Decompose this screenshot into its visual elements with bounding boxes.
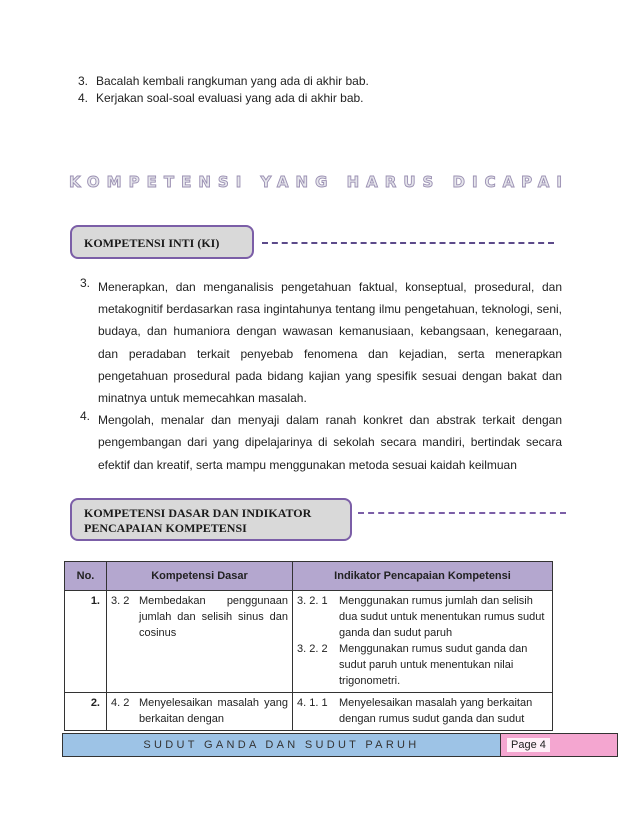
column-header-no: No. (65, 562, 107, 591)
list-item (80, 276, 562, 409)
table-header-row (65, 562, 553, 591)
item-number: 4. (78, 91, 89, 105)
kd-code: 3. 2 (111, 595, 130, 607)
ki-heading: KOMPETENSI INTI (KI) (84, 236, 220, 250)
indicator-cell (293, 591, 553, 693)
item-number: 3. (78, 74, 89, 88)
indicator-text: Menggunakan rumus jumlah dan selisih dua sudut untuk menentukan rumus sudut ganda dan sudut paruh (339, 595, 545, 639)
kd-code: 4. 2 (111, 697, 130, 709)
list-item (78, 73, 369, 90)
kd-cell (107, 591, 293, 693)
table-row (65, 591, 553, 693)
dashed-divider (262, 242, 554, 244)
footer-title: SUDUT GANDA DAN SUDUT PARUH (63, 734, 501, 756)
kd-text: Menyelesaikan masalah yang berkaitan dengan (139, 697, 288, 725)
footer-page-box (501, 734, 617, 756)
row-number: 1. (65, 591, 107, 693)
indicator-text: Menggunakan rumus sudut ganda dan sudut paruh untuk menentukan nilai trigonometri. (339, 643, 528, 687)
column-header-indicator: Indikator Pencapaian Kompetensi (293, 562, 553, 591)
item-text: Kerjakan soal-soal evaluasi yang ada di akhir bab. (96, 91, 364, 105)
kd-heading-box (70, 498, 352, 541)
page-footer (62, 733, 618, 757)
indicator-text: Menyelesaikan masalah yang berkaitan dengan rumus sudut ganda dan sudut (339, 697, 533, 725)
table-row (65, 693, 553, 731)
row-number: 2. (65, 693, 107, 731)
list-item (80, 409, 562, 476)
ki-heading-box (70, 225, 254, 259)
item-text: Mengolah, menalar dan menyaji dalam ranah konkret dan abstrak terkait dengan pengembangan dari yang dipelajarinya di sekolah secara mandiri, bertindak secara efektif dan kreatif, serta mampu menggunakan metoda sesuai kaidah keilmuan (98, 413, 562, 472)
ki-list (80, 276, 562, 476)
kd-heading-line2: PENCAPAIAN KOMPETENSI (84, 521, 247, 535)
item-number: 3. (80, 276, 91, 290)
item-text: Menerapkan, dan menganalisis pengetahuan faktual, konseptual, prosedural, dan metakognitif berdasarkan rasa ingintahunya tentang ilmu pengetahuan, teknologi, seni, budaya, dan humaniora dengan wawasan kemanusiaan, kebangsaan, kenegaraan, dan peradaban terkait penyebab fenomena dan kejadian, serta menerapkan pengetahuan prosedural pada bidang kajian yang spesifik sesuai dengan bakat dan minatnya untuk memecahkan masalah. (98, 280, 562, 406)
indicator-code: 3. 2. 1 (297, 595, 328, 607)
item-number: 4. (80, 409, 91, 424)
indicator-code: 4. 1. 1 (297, 697, 328, 709)
kd-heading-line1: KOMPETENSI DASAR DAN INDIKATOR (84, 506, 312, 520)
dashed-divider (358, 512, 566, 514)
page-number: Page 4 (507, 738, 550, 752)
section-title: KOMPETENSI YANG HARUS DICAPAI (68, 173, 569, 191)
list-item (78, 90, 369, 107)
indicator-cell (293, 693, 553, 731)
intro-list (78, 73, 369, 107)
item-text: Bacalah kembali rangkuman yang ada di akhir bab. (96, 74, 369, 88)
kd-table (64, 561, 553, 731)
column-header-kd: Kompetensi Dasar (107, 562, 293, 591)
kd-cell (107, 693, 293, 731)
kd-text: Membedakan penggunaan jumlah dan selisih sinus dan cosinus (139, 595, 288, 639)
indicator-code: 3. 2. 2 (297, 643, 328, 655)
